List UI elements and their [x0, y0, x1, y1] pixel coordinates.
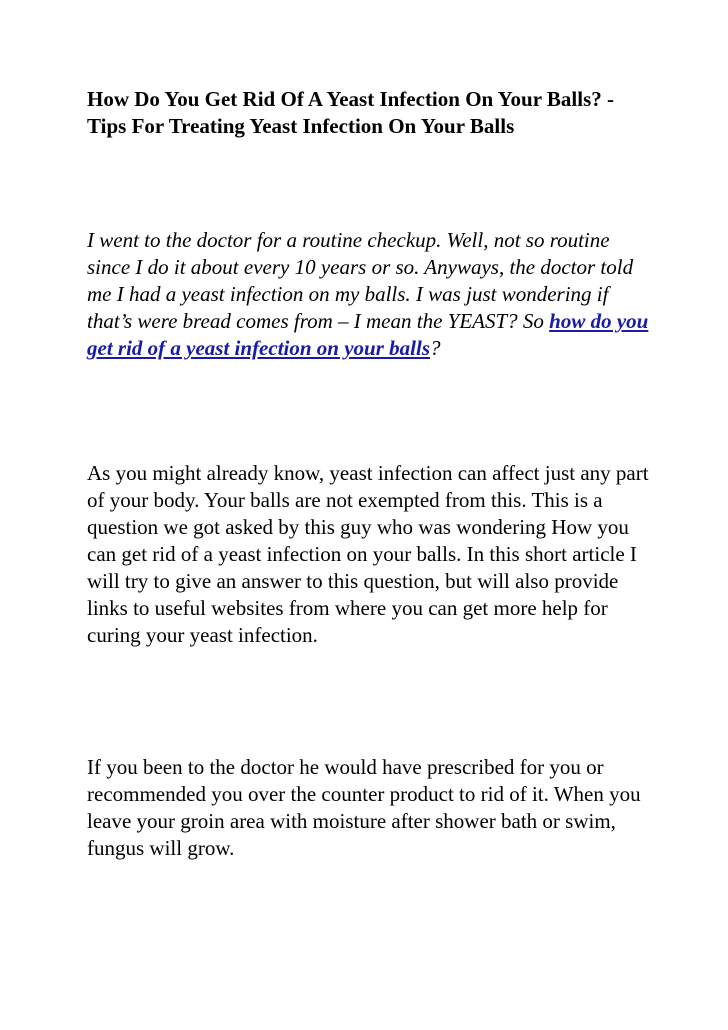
intro-text: I went to the doctor for a routine checkup. Well, not so routine since I do it about every 10 years or so. Anyways, the doctor told me I had a yeast infection on my balls. I was just wondering if that’s were bread comes from – I mean the YEAST? So	[87, 228, 634, 333]
intro-question-mark: ?	[430, 336, 441, 360]
body-paragraph-2: As you might already know, yeast infection can affect just any part of your body. Your balls are not exempted from this. This is a question we got asked by this guy who was wondering How you can get rid of a yeast infection on your balls. In this short article I will try to give an answer to this question, but will also provide links to useful websites from where you can get more help for curing your yeast infection.	[87, 461, 649, 647]
intro-paragraph	[87, 227, 652, 362]
article-link[interactable]: how do you get rid of a yeast infection on your balls	[87, 309, 649, 360]
document-title: How Do You Get Rid Of A Yeast Infection On Your Balls? - Tips For Treating Yeast Infection On Your Balls	[87, 87, 614, 138]
body-paragraph-3: If you been to the doctor he would have prescribed for you or recommended you over the counter product to rid of it. When you leave your groin area with moisture after shower bath or swim, fungus will grow.	[87, 755, 641, 860]
